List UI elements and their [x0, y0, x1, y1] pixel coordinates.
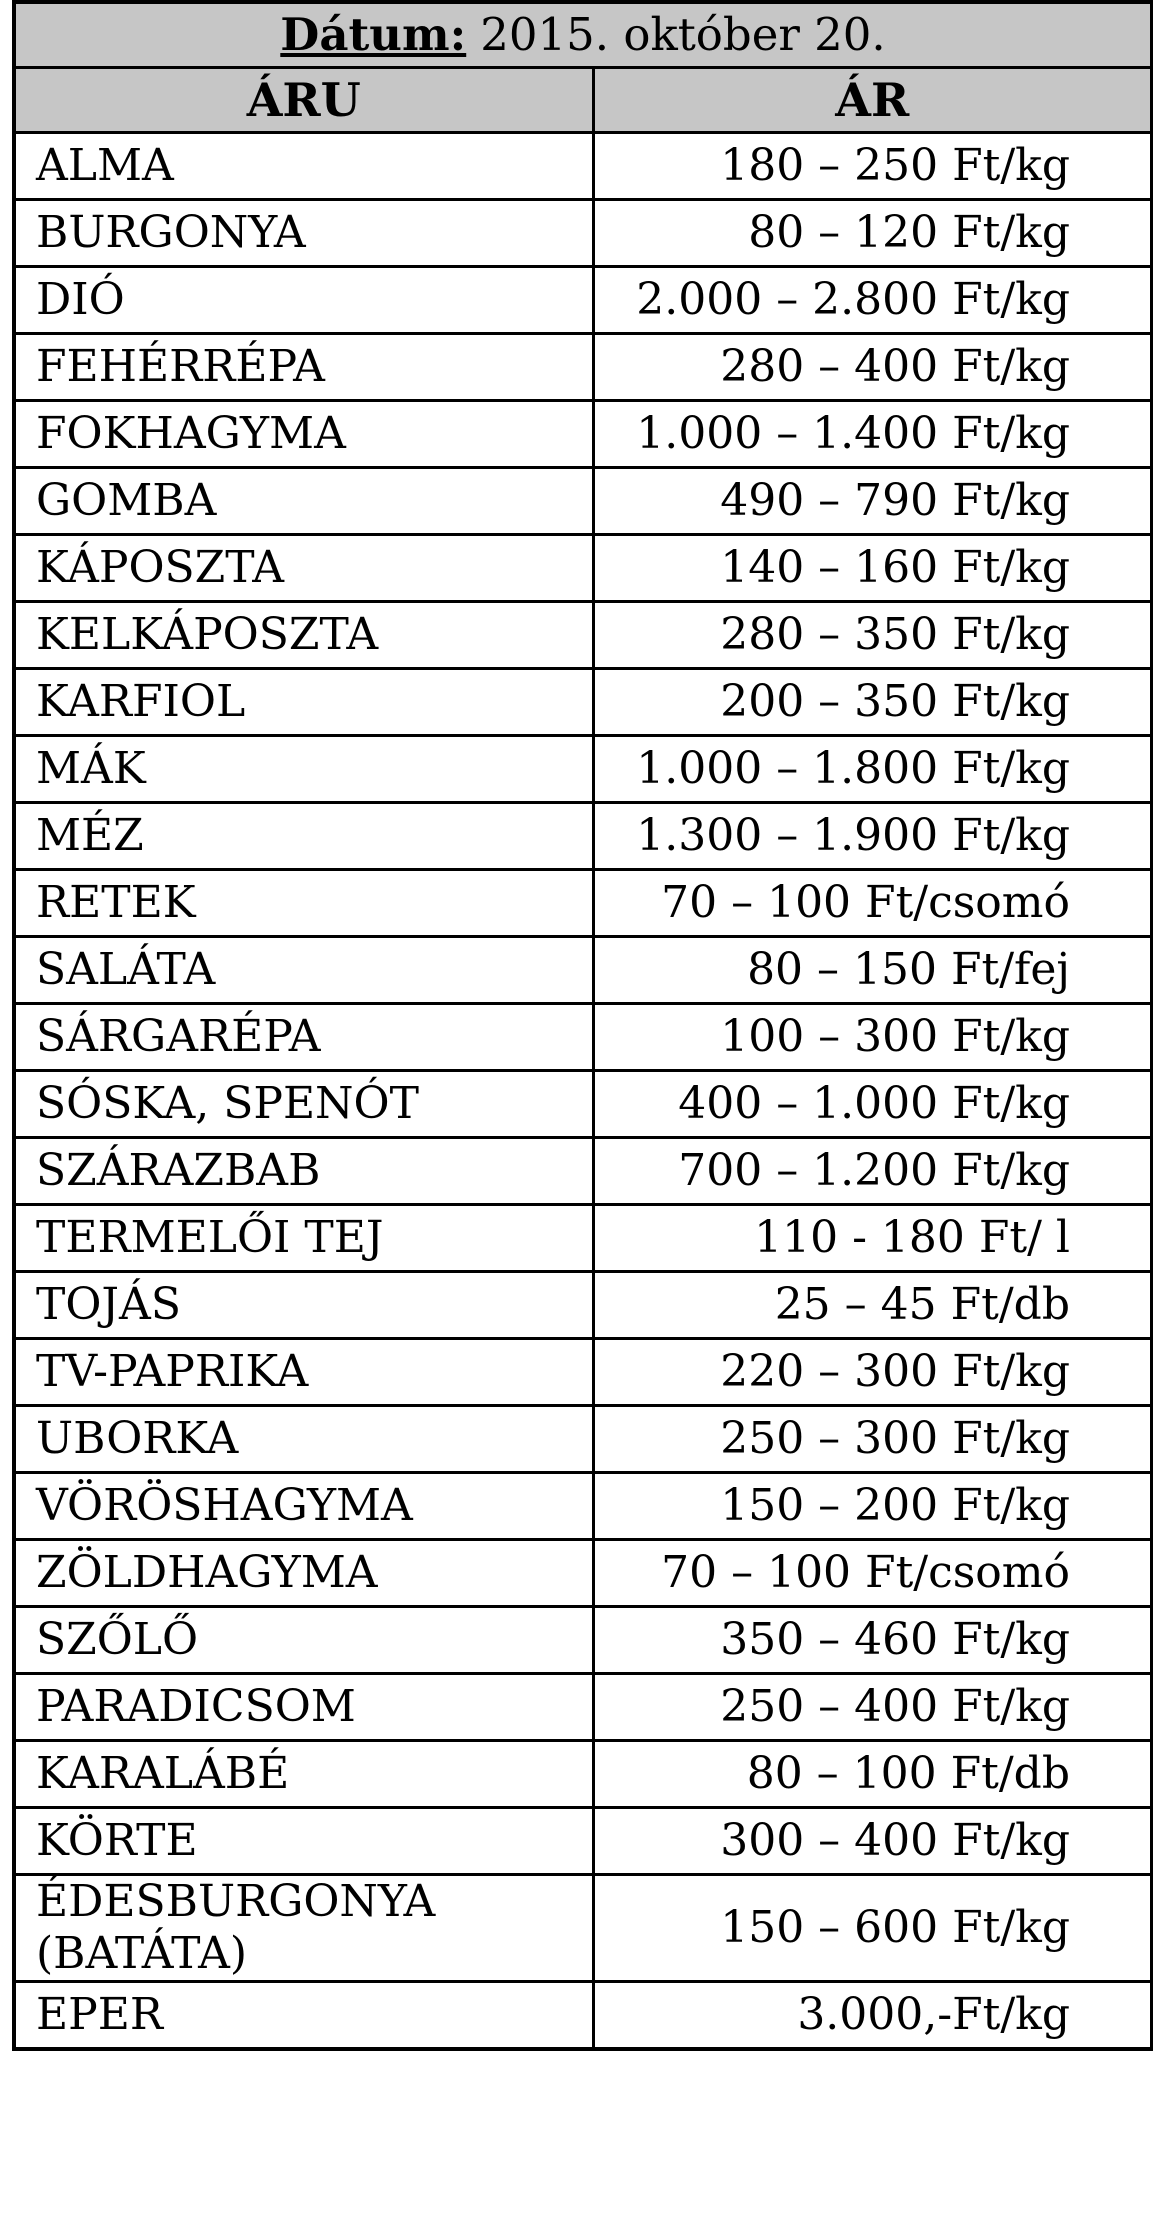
table-row: [14, 602, 1152, 669]
product-name: TV-PAPRIKA: [14, 1339, 593, 1406]
date-header-cell: [14, 2, 1152, 68]
table-row: [14, 1473, 1152, 1540]
product-price: 220 – 300 Ft/kg: [593, 1339, 1152, 1406]
product-price: 110 - 180 Ft/ l: [593, 1205, 1152, 1272]
product-name: FOKHAGYMA: [14, 401, 593, 468]
product-price: 150 – 200 Ft/kg: [593, 1473, 1152, 1540]
table-row: [14, 1205, 1152, 1272]
table-row: [14, 1674, 1152, 1741]
product-price: 400 – 1.000 Ft/kg: [593, 1071, 1152, 1138]
product-name: SZÁRAZBAB: [14, 1138, 593, 1205]
product-name: TOJÁS: [14, 1272, 593, 1339]
product-name: UBORKA: [14, 1406, 593, 1473]
product-price: 70 – 100 Ft/csomó: [593, 870, 1152, 937]
table-row: [14, 334, 1152, 401]
table-row: [14, 736, 1152, 803]
product-price: 300 – 400 Ft/kg: [593, 1808, 1152, 1875]
product-name: MÉZ: [14, 803, 593, 870]
product-name: SÁRGARÉPA: [14, 1004, 593, 1071]
product-price: 100 – 300 Ft/kg: [593, 1004, 1152, 1071]
product-name: PARADICSOM: [14, 1674, 593, 1741]
column-header-product: ÁRU: [14, 68, 593, 133]
table-row: [14, 1875, 1152, 1982]
table-row: [14, 468, 1152, 535]
product-name: KARFIOL: [14, 669, 593, 736]
product-name: ALMA: [14, 133, 593, 200]
table-row: [14, 1071, 1152, 1138]
date-label: Dátum:: [280, 8, 467, 62]
product-price: 1.000 – 1.400 Ft/kg: [593, 401, 1152, 468]
column-header-row: [14, 68, 1152, 133]
table-row: [14, 937, 1152, 1004]
table-row: [14, 1981, 1152, 2049]
product-price: 280 – 400 Ft/kg: [593, 334, 1152, 401]
product-price: 200 – 350 Ft/kg: [593, 669, 1152, 736]
product-price: 25 – 45 Ft/db: [593, 1272, 1152, 1339]
product-price: 1.300 – 1.900 Ft/kg: [593, 803, 1152, 870]
table-row: [14, 1808, 1152, 1875]
date-value: 2015. október 20.: [480, 8, 886, 62]
table-row: [14, 133, 1152, 200]
product-name: GOMBA: [14, 468, 593, 535]
table-row: [14, 535, 1152, 602]
table-row: [14, 1272, 1152, 1339]
product-name: EPER: [14, 1981, 593, 2049]
product-name: KÖRTE: [14, 1808, 593, 1875]
table-row: [14, 1540, 1152, 1607]
table-row: [14, 1138, 1152, 1205]
table-row: [14, 1406, 1152, 1473]
product-price: 70 – 100 Ft/csomó: [593, 1540, 1152, 1607]
product-name: MÁK: [14, 736, 593, 803]
table-row: [14, 200, 1152, 267]
product-name: BURGONYA: [14, 200, 593, 267]
product-price: 180 – 250 Ft/kg: [593, 133, 1152, 200]
product-price: 700 – 1.200 Ft/kg: [593, 1138, 1152, 1205]
product-price: 80 – 120 Ft/kg: [593, 200, 1152, 267]
table-row: [14, 1607, 1152, 1674]
product-name: ÉDESBURGONYA (BATÁTA): [14, 1875, 593, 1982]
product-price: 140 – 160 Ft/kg: [593, 535, 1152, 602]
table-row: [14, 669, 1152, 736]
product-name: VÖRÖSHAGYMA: [14, 1473, 593, 1540]
column-header-price: ÁR: [593, 68, 1152, 133]
table-row: [14, 1339, 1152, 1406]
table-row: [14, 401, 1152, 468]
price-table: [12, 0, 1153, 2051]
product-price: 2.000 – 2.800 Ft/kg: [593, 267, 1152, 334]
product-name: SÓSKA, SPENÓT: [14, 1071, 593, 1138]
product-name: TERMELŐI TEJ: [14, 1205, 593, 1272]
product-name: RETEK: [14, 870, 593, 937]
product-price: 280 – 350 Ft/kg: [593, 602, 1152, 669]
table-row: [14, 1004, 1152, 1071]
product-name: SALÁTA: [14, 937, 593, 1004]
product-name: KELKÁPOSZTA: [14, 602, 593, 669]
product-price: 350 – 460 Ft/kg: [593, 1607, 1152, 1674]
product-price: 3.000,-Ft/kg: [593, 1981, 1152, 2049]
product-name: SZŐLŐ: [14, 1607, 593, 1674]
product-price: 490 – 790 Ft/kg: [593, 468, 1152, 535]
product-name: KARALÁBÉ: [14, 1741, 593, 1808]
date-header-row: [14, 2, 1152, 68]
product-price: 250 – 300 Ft/kg: [593, 1406, 1152, 1473]
product-name: DIÓ: [14, 267, 593, 334]
product-price: 80 – 100 Ft/db: [593, 1741, 1152, 1808]
table-row: [14, 870, 1152, 937]
product-name: KÁPOSZTA: [14, 535, 593, 602]
table-row: [14, 803, 1152, 870]
product-name: ZÖLDHAGYMA: [14, 1540, 593, 1607]
product-price: 150 – 600 Ft/kg: [593, 1875, 1152, 1982]
product-price: 1.000 – 1.800 Ft/kg: [593, 736, 1152, 803]
table-row: [14, 1741, 1152, 1808]
table-row: [14, 267, 1152, 334]
product-price: 250 – 400 Ft/kg: [593, 1674, 1152, 1741]
product-name: FEHÉRRÉPA: [14, 334, 593, 401]
table-body: [14, 133, 1152, 2049]
product-price: 80 – 150 Ft/fej: [593, 937, 1152, 1004]
